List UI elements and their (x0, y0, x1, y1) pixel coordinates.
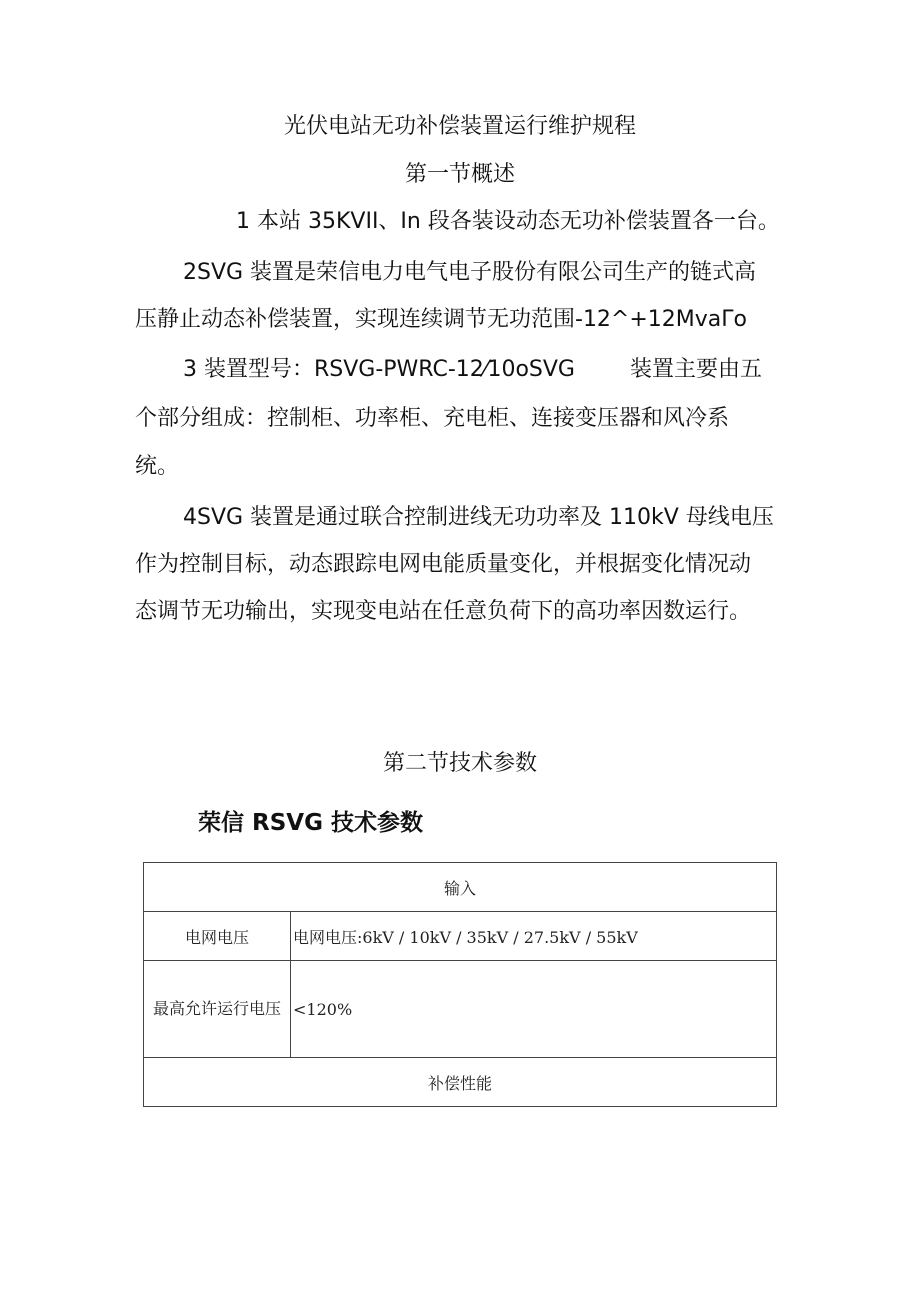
grid-voltage-label: 电网电压 (144, 912, 291, 961)
paragraph-2-line-2: 压静止动态补偿装置，实现连续调节无功范围-12^+12MvaΓo (135, 307, 747, 332)
input-header-cell: 输入 (144, 863, 777, 912)
grid-voltage-value: 电网电压:6kV / 10kV / 35kV / 27.5kV / 55kV (291, 912, 777, 961)
paragraph-3-line-1-model: 3 装置型号：RSVG-PWRC-12⁄10oSVG (183, 357, 575, 382)
max-operating-voltage-value: <120% (291, 961, 777, 1058)
paragraph-1: 1 本站 35KVII、In 段各装设动态无功补偿装置各一台。 (236, 209, 780, 234)
paragraph-4-line-3: 态调节无功输出，实现变电站在任意负荷下的高功率因数运行。 (135, 599, 752, 624)
paragraph-3-line-3: 统。 (135, 454, 180, 479)
compensation-header-cell: 补偿性能 (144, 1058, 777, 1107)
paragraph-3-line-2: 个部分组成：控制柜、功率柜、充电柜、连接变压器和风冷系 (135, 406, 730, 431)
table-row (144, 961, 777, 1058)
max-operating-voltage-label: 最高允许运行电压 (152, 999, 281, 1018)
table-row (144, 912, 777, 961)
paragraph-2-line-1: 2SVG 装置是荣信电力电气电子股份有限公司生产的链式高 (183, 260, 757, 285)
table-header-row (144, 1058, 777, 1107)
technical-parameters-table (143, 862, 777, 1107)
paragraph-4-line-2: 作为控制目标，动态跟踪电网电能质量变化，并根据变化情况动 (135, 552, 752, 577)
section-1-heading: 第一节概述 (404, 162, 515, 187)
paragraph-4-line-1: 4SVG 装置是通过联合控制进线无功功率及 110kV 母线电压 (183, 505, 774, 530)
table-header-row (144, 863, 777, 912)
document-title: 光伏电站无功补偿装置运行维护规程 (283, 114, 636, 139)
section-2-heading: 第二节技术参数 (382, 751, 537, 776)
max-operating-voltage-label-cell (144, 961, 291, 1058)
table-title: 荣信 RSVG 技术参数 (198, 810, 423, 836)
paragraph-3-line-1-tail: 装置主要由五 (630, 357, 763, 382)
